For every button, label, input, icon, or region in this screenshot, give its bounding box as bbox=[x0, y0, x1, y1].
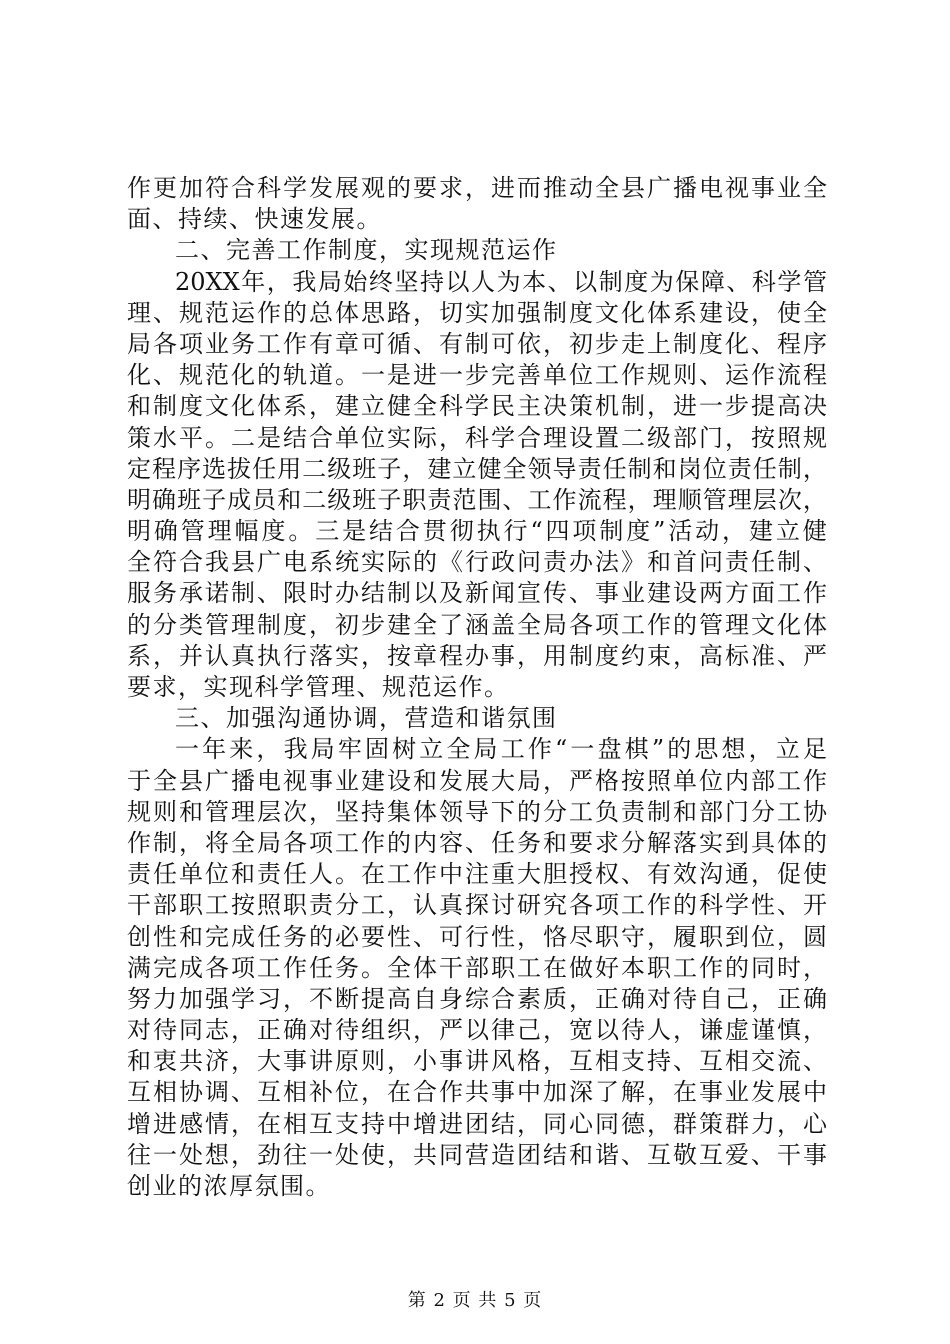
text-line: 努 力 加 强 学 习 ， 不 断 提 高 自 身 综 合 素 质 ， 正 确 对 待 自 己 ， 正 确 bbox=[127, 984, 827, 1013]
text-line: 全 符 合 我 县 广 电 系 统 实 际 的 《 行 政 问 责 办 法 》 和 首 问 责 任 制 、 bbox=[127, 548, 827, 577]
text-line: 对 待 同 志 ， 正 确 对 待 组 织 ， 严 以 律 己 ， 宽 以 待 人 ， 谦 虚 谨 慎 ， bbox=[127, 1016, 827, 1045]
text-line: 责 任 单 位 和 责 任 人 。 在 工 作 中 注 重 大 胆 授 权 、 有 效 沟 通 ， 促 使 bbox=[127, 860, 827, 889]
text-line: 创业的浓厚氛围。 bbox=[127, 1172, 331, 1200]
text-line: 二、完善工作制度，实现规范运作 bbox=[175, 236, 558, 265]
text-line: 要求，实现科学管理、规范运作。 bbox=[127, 673, 510, 701]
text-line: 和 制 度 文 化 体 系 ， 建 立 健 全 科 学 民 主 决 策 机 制 ， 进 一 步 提 高 决 bbox=[127, 392, 827, 421]
text-line: 服 务 承 诺 制 、 限 时 办 结 制 以 及 新 闻 宣 传 、 事 业 建 设 两 方 面 工 作 bbox=[127, 579, 827, 608]
text-line: 定 程 序 选 拔 任 用 二 级 班 子 ， 建 立 健 全 领 导 责 任 制 和 岗 位 责 任 制 ， bbox=[127, 454, 827, 483]
text-line: 满 完 成 各 项 工 作 任 务 。 全 体 干 部 职 工 在 做 好 本 职 工 作 的 同 时 ， bbox=[127, 953, 827, 982]
text-line: 策 水 平 。 二 是 结 合 单 位 实 际 ， 科 学 合 理 设 置 二 级 部 门 ， 按 照 规 bbox=[127, 423, 827, 452]
text-line: 干 部 职 工 按 照 职 责 分 工 ， 认 真 探 讨 研 究 各 项 工 作 的 科 学 性 、 开 bbox=[127, 891, 827, 920]
text-line: 和 衷 共 济 ， 大 事 讲 原 则 ， 小 事 讲 风 格 ， 互 相 支 持 、 互 相 交 流 、 bbox=[127, 1047, 827, 1076]
text-line: 规 则 和 管 理 层 次 ， 坚 持 集 体 领 导 下 的 分 工 负 责 制 和 部 门 分 工 协 bbox=[127, 797, 827, 826]
text-line: 作 更 加 符 合 科 学 发 展 观 的 要 求 ， 进 而 推 动 全 县 广 播 电 视 事 业 全 bbox=[127, 174, 827, 202]
text-line: 互 相 协 调 、 互 相 补 位 ， 在 合 作 共 事 中 加 深 了 解 ， 在 事 业 发 展 中 bbox=[127, 1078, 827, 1107]
document-body bbox=[127, 173, 827, 1202]
text-line: 化 、 规 范 化 的 轨 道 。 一 是 进 一 步 完 善 单 位 工 作 规 则 、 运 作 流 程 bbox=[127, 361, 827, 390]
text-line: 于 全 县 广 播 电 视 事 业 建 设 和 发 展 大 局 ， 严 格 按 照 单 位 内 部 工 作 bbox=[127, 766, 827, 795]
text-line: 20XX 年 ， 我 局 始 终 坚 持 以 人 为 本 、 以 制 度 为 保 障 、 科 学 管 bbox=[175, 267, 827, 296]
text-line: 系 ， 并 认 真 执 行 落 实 ， 按 章 程 办 事 ， 用 制 度 约 束 ， 高 标 准 、 严 bbox=[127, 641, 827, 670]
text-line: 作 制 ， 将 全 局 各 项 工 作 的 内 容 、 任 务 和 要 求 分 解 落 实 到 具 体 的 bbox=[127, 828, 827, 857]
text-line: 的 分 类 管 理 制 度 ， 初 步 建 全 了 涵 盖 全 局 各 项 工 作 的 管 理 文 化 体 bbox=[127, 610, 827, 639]
text-line: 明 确 班 子 成 员 和 二 级 班 子 职 责 范 围 、 工 作 流 程 ， 理 顺 管 理 层 次 ， bbox=[127, 485, 827, 514]
text-line: 明 确 管 理 幅 度 。 三 是 结 合 贯 彻 执 行 “ 四 项 制 度 ” 活 动 ， 建 立 健 bbox=[127, 517, 827, 546]
text-line: 增 进 感 情 ， 在 相 互 支 持 中 增 进 团 结 ， 同 心 同 德 ， 群 策 群 力 ， 心 bbox=[127, 1109, 827, 1138]
text-line: 一 年 来 ， 我 局 牢 固 树 立 全 局 工 作 “ 一 盘 棋 ” 的 思 想 ， 立 足 bbox=[175, 735, 827, 764]
page-footer: 第 2 页 共 5 页 bbox=[407, 1290, 543, 1311]
text-line: 往 一 处 想 ， 劲 往 一 处 使 ， 共 同 营 造 团 结 和 谐 、 互 敬 互 爱 、 干 事 bbox=[127, 1140, 827, 1169]
text-line: 理 、 规 范 运 作 的 总 体 思 路 ， 切 实 加 强 制 度 文 化 体 系 建 设 ， 使 全 bbox=[127, 298, 827, 327]
text-line: 局 各 项 业 务 工 作 有 章 可 循 、 有 制 可 依 ， 初 步 走 上 制 度 化 、 程 序 bbox=[127, 329, 827, 358]
text-line: 面、持续、快速发展。 bbox=[127, 205, 382, 234]
text-line: 创 性 和 完 成 任 务 的 必 要 性 、 可 行 性 ， 恪 尽 职 守 ， 履 职 到 位 ， 圆 bbox=[127, 922, 827, 951]
text-line: 三、加强沟通协调，营造和谐氛围 bbox=[175, 704, 558, 733]
